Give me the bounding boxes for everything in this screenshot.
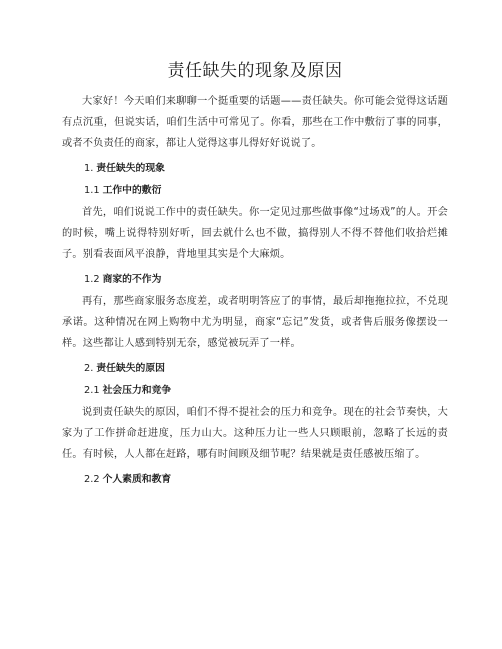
section-title: 责任缺失的原因	[96, 363, 165, 374]
subsection-number: 2.2	[84, 474, 100, 485]
subsection-body-1-2: 再有，那些商家服务态度差，或者明明答应了的事情，最后却拖拖拉拉，不兑现承诺。这种情况在网上购物中尤为明显，商家“忘记”发货，或者售后服务像摆设一样。这些都让人感到特别无奈，感觉被玩弄了一样。	[62, 296, 448, 349]
subsection-body-1-1: 首先，咱们说说工作中的责任缺失。你一定见过那些做事像“过场戏”的人。开会的时候，嘴上说得特别好听，回去就什么也不做，搞得别人不得不替他们收拾烂摊子。别看表面风平浪静，背地里其实是个大麻烦。	[62, 207, 448, 260]
section-number: 1.	[84, 163, 94, 174]
subsection-heading-1-1	[62, 182, 448, 196]
subsection-number: 1.2	[84, 274, 100, 285]
subsection-title: 工作中的敷衍	[102, 185, 162, 196]
subsection-heading-1-2	[62, 271, 448, 285]
subsection-title: 个人素质和教育	[102, 474, 172, 485]
subsection-title: 商家的不作为	[102, 274, 162, 285]
intro-paragraph: 大家好！今天咱们来聊聊一个挺重要的话题——责任缺失。你可能会觉得这话题有点沉重，但说实话，咱们生活中可常见了。你看，那些在工作中敷衍了事的同事，或者不负责任的商家，都让人觉得这事儿得好好说说了。	[62, 96, 448, 149]
section-number: 2.	[84, 363, 94, 374]
subsection-heading-2-2	[62, 471, 448, 485]
subsection-body-2-1: 说到责任缺失的原因，咱们不得不提社会的压力和竞争。现在的社会节奏快，大家为了工作拼命赶进度，压力山大。这种压力让一些人只顾眼前，忽略了长远的责任。有时候，人人都在赶路，哪有时间顾及细节呢？结果就是责任感被压缩了。	[62, 407, 448, 460]
section-heading-2	[62, 360, 448, 374]
subsection-title: 社会压力和竞争	[102, 385, 172, 396]
document-title: 责任缺失的现象及原因	[167, 61, 343, 81]
section-title: 责任缺失的现象	[96, 163, 165, 174]
subsection-heading-2-1	[62, 382, 448, 396]
subsection-number: 1.1	[84, 185, 100, 196]
section-heading-1	[62, 160, 448, 174]
subsection-number: 2.1	[84, 385, 100, 396]
